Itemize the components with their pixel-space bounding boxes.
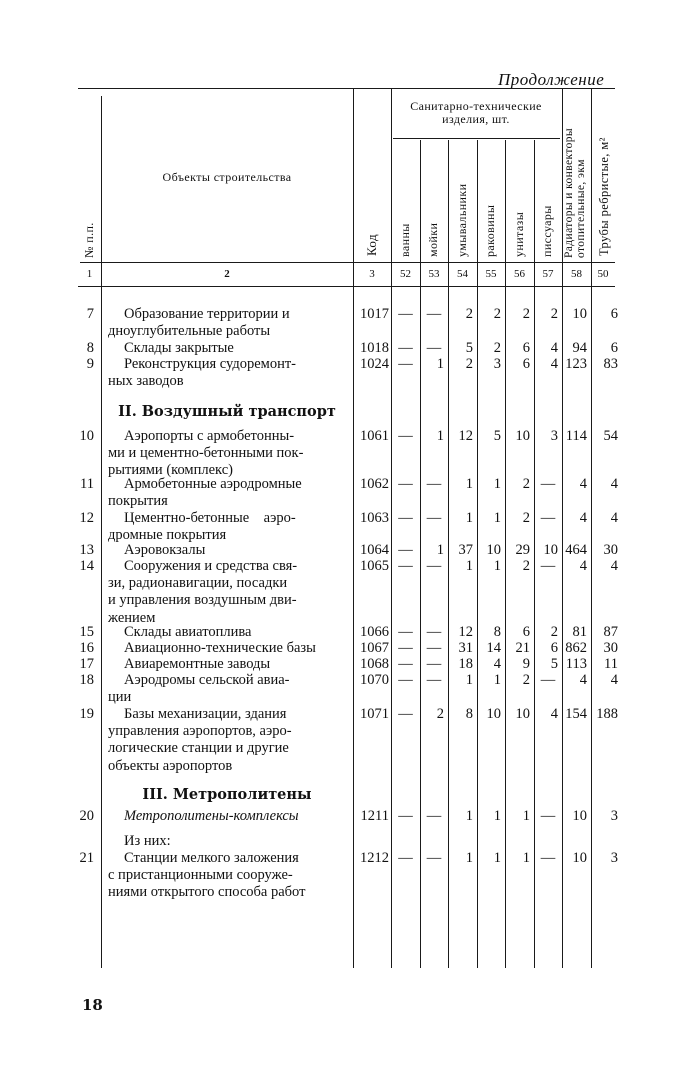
cell-value: 6 <box>610 340 618 356</box>
object-name-line: Склады закрытые <box>124 340 234 356</box>
object-name-line: жением <box>108 609 156 626</box>
cell-value: 2 <box>522 476 530 492</box>
cell-value: 4 <box>579 558 587 574</box>
cell-value: 10 <box>486 706 501 722</box>
cell-value: 5 <box>465 340 473 356</box>
section-heading-air: II. Воздушный транспорт <box>118 403 336 420</box>
object-name-line: логические станции и другие <box>108 740 289 757</box>
cell-value: 1 <box>493 808 501 824</box>
object-name <box>108 476 350 510</box>
column-number: 53 <box>428 268 440 280</box>
cell-value: 11 <box>604 656 618 672</box>
cell-value: 10 <box>572 850 587 866</box>
cell-value: — <box>540 558 556 574</box>
cell-value: 6 <box>522 624 530 640</box>
sanitary-group-rule <box>393 138 560 139</box>
column-number: 58 <box>571 268 582 280</box>
row-number: 13 <box>79 542 94 558</box>
col-pipes-header: Трубы ребристые, м² <box>597 137 611 256</box>
column-divider <box>101 96 102 968</box>
cell-value: 2 <box>522 558 530 574</box>
page-number: 18 <box>82 996 103 1014</box>
cell-value: 81 <box>572 624 587 640</box>
cell-value: — <box>426 656 442 672</box>
row-number: 20 <box>79 808 94 824</box>
cell-value: 4 <box>579 476 587 492</box>
row-number: 15 <box>79 624 94 640</box>
object-name-line: Склады авиатоплива <box>124 624 252 640</box>
cell-value: 10 <box>572 306 587 322</box>
cell-value: 1 <box>465 558 473 574</box>
object-name-line: ных заводов <box>108 373 184 390</box>
cell-value: 6 <box>522 356 530 372</box>
row-number: 17 <box>79 656 94 672</box>
cell-value: — <box>540 510 556 526</box>
cell-value: 2 <box>522 672 530 688</box>
cell-value: 6 <box>610 306 618 322</box>
object-name <box>108 706 350 775</box>
cell-value: 10 <box>572 808 587 824</box>
cell-value: 1 <box>465 808 473 824</box>
object-name <box>108 428 350 480</box>
object-name-line: Цементно-бетонные аэро- <box>124 510 296 526</box>
cell-value: 123 <box>565 356 587 372</box>
object-code: 1063 <box>360 510 389 526</box>
col-radiators-header: Радиаторы и конвекторы отопительные, экм <box>563 127 587 258</box>
cell-value: — <box>426 624 442 640</box>
column-number: 52 <box>400 268 411 280</box>
cell-value: 1 <box>522 808 530 824</box>
cell-value: 3 <box>550 428 558 444</box>
row-number: 16 <box>79 640 94 656</box>
sanitary-col-header: мойки <box>426 222 440 257</box>
sanitary-group-header: Санитарно-технические изделия, шт. <box>410 99 542 126</box>
col-objects-header: Объекты строительства <box>162 170 292 184</box>
cell-value: 1 <box>493 672 501 688</box>
cell-value: 37 <box>458 542 473 558</box>
object-name <box>108 510 350 544</box>
cell-value: — <box>398 640 413 656</box>
row-number: 21 <box>79 850 94 866</box>
column-divider <box>391 88 392 968</box>
object-name <box>108 640 350 657</box>
cell-value: 5 <box>550 656 558 672</box>
cell-value: 12 <box>458 428 473 444</box>
cell-value: 6 <box>550 640 558 656</box>
object-code: 1065 <box>360 558 389 574</box>
object-code: 1071 <box>360 706 389 722</box>
cell-value: 1 <box>493 510 501 526</box>
object-name-line: ции <box>108 689 132 706</box>
object-name <box>108 340 350 357</box>
cell-value: 30 <box>603 542 618 558</box>
cell-value: 2 <box>465 306 473 322</box>
cell-value: — <box>398 428 413 444</box>
cell-value: 113 <box>565 656 587 672</box>
column-number: 55 <box>485 268 497 280</box>
sanitary-col-header: ванны <box>398 223 412 257</box>
object-code: 1211 <box>360 808 389 824</box>
cell-value: 94 <box>572 340 587 356</box>
cell-value: 2 <box>522 510 530 526</box>
column-divider <box>353 88 354 968</box>
cell-value: 6 <box>522 340 530 356</box>
object-code: 1024 <box>360 356 389 372</box>
cell-value: 2 <box>550 306 558 322</box>
table-top-rule <box>78 88 615 89</box>
cell-value: — <box>540 850 556 866</box>
cell-value: — <box>398 306 413 322</box>
object-name-line: Аэровокзалы <box>124 542 206 558</box>
cell-value: 862 <box>565 640 587 656</box>
object-name-line: и управления воздушным дви- <box>108 592 297 609</box>
object-code: 1066 <box>360 624 389 640</box>
continuation-label: Продолжение <box>498 70 605 89</box>
cell-value: 2 <box>522 306 530 322</box>
cell-value: — <box>398 706 413 722</box>
cell-value: — <box>426 808 442 824</box>
object-name <box>108 558 350 627</box>
cell-value: 1 <box>436 428 444 444</box>
cell-value: — <box>398 476 413 492</box>
cell-value: — <box>398 656 413 672</box>
object-name-line: дноуглубительные работы <box>108 323 271 340</box>
object-name <box>108 542 350 559</box>
cell-value: 9 <box>522 656 530 672</box>
object-name <box>108 356 350 390</box>
cell-value: 4 <box>610 558 618 574</box>
cell-value: 4 <box>550 706 558 722</box>
cell-value: 21 <box>515 640 530 656</box>
cell-value: — <box>398 808 413 824</box>
object-name-line: с пристанционными сооруже- <box>108 867 293 884</box>
cell-value: 2 <box>550 624 558 640</box>
cell-value: — <box>540 672 556 688</box>
object-name-line: управления аэропортов, аэро- <box>108 723 292 740</box>
cell-value: — <box>426 850 442 866</box>
cell-value: 1 <box>493 850 501 866</box>
object-name-line: дромные покрытия <box>108 527 227 544</box>
sanitary-col-header: унитазы <box>512 211 526 257</box>
object-code: 1070 <box>360 672 389 688</box>
row-number: 9 <box>86 356 94 372</box>
object-name <box>108 656 350 673</box>
row-number: 19 <box>79 706 94 722</box>
cell-value: 29 <box>515 542 530 558</box>
cell-value: 8 <box>465 706 473 722</box>
object-name <box>108 672 350 706</box>
section-heading-metro: III. Метрополитены <box>142 786 312 803</box>
cell-value: — <box>398 624 413 640</box>
cell-value: 10 <box>515 428 530 444</box>
row-number: 7 <box>86 306 94 322</box>
object-name-line: рытиями (комплекс) <box>108 462 233 479</box>
column-number: 2 <box>224 268 230 280</box>
cell-value: — <box>398 558 413 574</box>
object-name-line: Образование территории и <box>124 306 290 322</box>
column-divider <box>591 88 592 968</box>
cell-value: 2 <box>465 356 473 372</box>
cell-value: — <box>426 672 442 688</box>
column-number: 1 <box>86 268 93 280</box>
row-number: 8 <box>86 340 94 356</box>
column-number: 56 <box>514 268 525 280</box>
object-name-line: Сооружения и средства свя- <box>124 558 298 574</box>
cell-value: 4 <box>610 672 618 688</box>
cell-value: 154 <box>565 706 587 722</box>
cell-value: 2 <box>493 340 501 356</box>
object-code: 1068 <box>360 656 389 672</box>
row-number: 14 <box>79 558 94 574</box>
sanitary-col-header: раковины <box>483 204 497 257</box>
object-code: 1212 <box>360 850 389 866</box>
object-name-line: Авиаремонтные заводы <box>124 656 271 672</box>
object-name-line: Авиационно-технические базы <box>124 640 316 656</box>
cell-value: — <box>426 306 442 322</box>
cell-value: 14 <box>486 640 501 656</box>
cell-value: 188 <box>596 706 618 722</box>
cell-value: 4 <box>493 656 501 672</box>
object-code: 1064 <box>360 542 389 558</box>
cell-value: 83 <box>603 356 618 372</box>
column-number: 3 <box>369 268 375 280</box>
cell-value: — <box>426 340 442 356</box>
cell-value: 4 <box>550 356 558 372</box>
cell-value: 30 <box>603 640 618 656</box>
cell-value: — <box>398 850 413 866</box>
object-code: 1017 <box>360 306 389 322</box>
cell-value: 464 <box>565 542 587 558</box>
cell-value: 4 <box>610 476 618 492</box>
cell-value: — <box>398 672 413 688</box>
cell-value: 1 <box>436 356 444 372</box>
object-name <box>108 306 350 340</box>
cell-value: 1 <box>493 558 501 574</box>
column-number: 50 <box>597 268 609 280</box>
cell-value: 1 <box>436 542 444 558</box>
cell-value: 10 <box>515 706 530 722</box>
object-name-line: Армобетонные аэродромные <box>124 476 302 492</box>
cell-value: 1 <box>465 476 473 492</box>
object-name-line: Базы механизации, здания <box>124 706 287 722</box>
cell-value: 54 <box>603 428 618 444</box>
cell-value: 4 <box>550 340 558 356</box>
object-name <box>108 850 350 902</box>
cell-value: 3 <box>610 808 618 824</box>
object-code: 1061 <box>360 428 389 444</box>
object-name-line: ми и цементно-бетонными пок- <box>108 445 304 462</box>
object-name <box>108 808 350 825</box>
cell-value: 10 <box>486 542 501 558</box>
row-number: 11 <box>80 476 94 492</box>
sanitary-col-header: писсуары <box>540 205 554 257</box>
cell-value: — <box>398 356 413 372</box>
cell-value: — <box>398 542 413 558</box>
column-number: 54 <box>457 268 468 280</box>
cell-value: 87 <box>603 624 618 640</box>
cell-value: — <box>426 558 442 574</box>
cell-value: 1 <box>522 850 530 866</box>
object-name-line: зи, радионавигации, посадки <box>108 575 288 592</box>
cell-value: 8 <box>493 624 501 640</box>
sanitary-col-header: умывальники <box>455 183 469 257</box>
cell-value: — <box>398 340 413 356</box>
cell-value: 10 <box>543 542 558 558</box>
cell-value: 4 <box>610 510 618 526</box>
cell-value: — <box>398 510 413 526</box>
cell-value: 5 <box>493 428 501 444</box>
cell-value: 1 <box>493 476 501 492</box>
object-name-line: ниями открытого способа работ <box>108 884 306 901</box>
object-name-line: Метрополитены-комплексы <box>124 808 299 824</box>
row-number: 18 <box>79 672 94 688</box>
cell-value: — <box>426 510 442 526</box>
cell-value: 1 <box>465 510 473 526</box>
cell-value: 18 <box>458 656 473 672</box>
object-name-line: объекты аэропортов <box>108 757 233 774</box>
cell-value: 1 <box>465 850 473 866</box>
cell-value: — <box>426 476 442 492</box>
column-number: 57 <box>542 268 554 280</box>
object-code: 1067 <box>360 640 389 656</box>
object-name-line: Станции мелкого заложения <box>124 850 299 866</box>
object-code: 1018 <box>360 340 389 356</box>
cell-value: 2 <box>436 706 444 722</box>
cell-value: 4 <box>579 672 587 688</box>
col-no-header: № п.п. <box>82 222 96 258</box>
cell-value: 31 <box>458 640 473 656</box>
row-number: 12 <box>79 510 94 526</box>
col-code-header: Код <box>364 234 379 256</box>
cell-value: 3 <box>610 850 618 866</box>
cell-value: 12 <box>458 624 473 640</box>
cell-value: — <box>540 476 556 492</box>
cell-value: 1 <box>465 672 473 688</box>
cell-value: 3 <box>493 356 501 372</box>
cell-value: 114 <box>565 428 587 444</box>
of-them-label: Из них: <box>124 833 171 849</box>
object-name-line: Аэропорты с армобетонны- <box>124 428 295 444</box>
object-name-line: Аэродромы сельской авиа- <box>124 672 290 688</box>
cell-value: — <box>540 808 556 824</box>
object-name-line: Реконструкция судоремонт- <box>124 356 296 372</box>
object-code: 1062 <box>360 476 389 492</box>
cell-value: 2 <box>493 306 501 322</box>
object-name-line: покрытия <box>108 493 168 510</box>
cell-value: — <box>426 640 442 656</box>
object-name <box>108 624 350 641</box>
row-number: 10 <box>79 428 94 444</box>
cell-value: 4 <box>579 510 587 526</box>
